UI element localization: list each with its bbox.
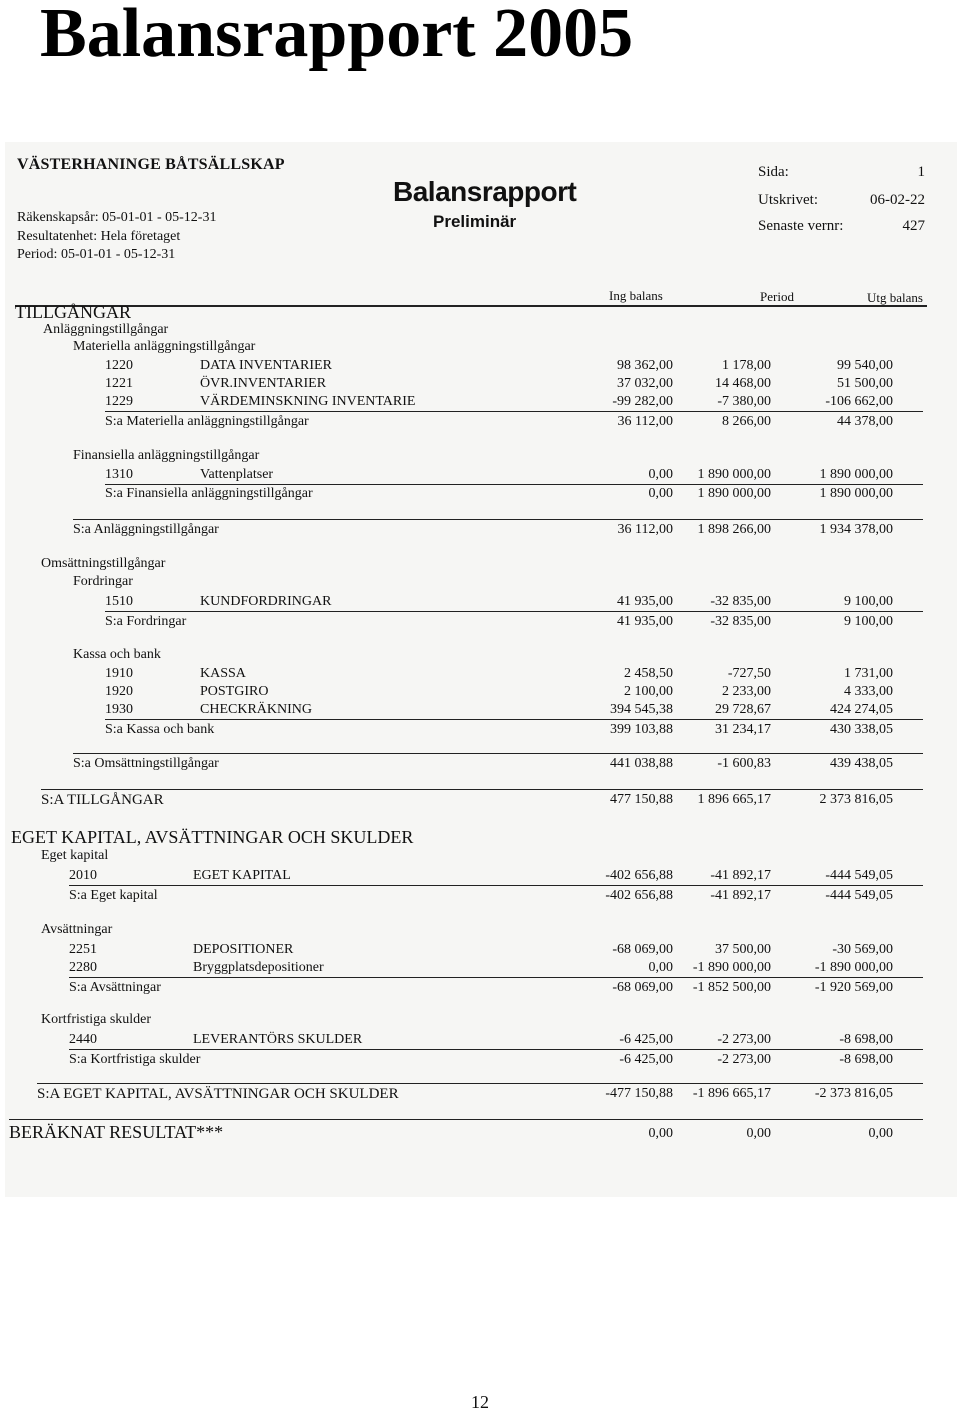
amount-utg: 2 373 816,05 [819, 792, 893, 807]
amount-utg: 9 100,00 [844, 614, 893, 629]
amount-ing: -402 656,88 [605, 888, 673, 903]
sum-label: S:a Avsättningar [69, 980, 161, 995]
account-number: 1510 [105, 594, 133, 609]
amount-period: -32 835,00 [710, 594, 771, 609]
group-label: Anläggningstillgångar [43, 322, 169, 337]
account-rule [105, 719, 923, 720]
amount-ing: -477 150,88 [605, 1086, 673, 1101]
amount-utg: 439 438,05 [830, 756, 893, 771]
account-number: 2440 [69, 1032, 97, 1047]
account-name: DEPOSITIONER [193, 942, 294, 957]
sum-label: S:a Eget kapital [69, 888, 158, 903]
account-name: CHECKRÄKNING [200, 702, 312, 717]
amount-period: -1 890 000,00 [692, 960, 771, 975]
amount-utg: -106 662,00 [825, 394, 893, 409]
page-title: Balansrapport 2005 [40, 0, 634, 72]
sum-rule [73, 753, 923, 754]
group-label: Eget kapital [41, 848, 109, 863]
account-number: 1229 [105, 394, 133, 409]
amount-period: 2 233,00 [722, 684, 771, 699]
amount-period: -1 852 500,00 [692, 980, 771, 995]
account-number: 1310 [105, 467, 133, 482]
account-number: 1220 [105, 358, 133, 373]
account-rule [69, 977, 923, 978]
amount-ing: 98 362,00 [617, 358, 673, 373]
page-label: Sida: [758, 164, 789, 180]
amount-period: 0,00 [746, 1126, 771, 1141]
amount-ing: 36 112,00 [617, 522, 673, 537]
sum-label: S:a Materiella anläggningstillgångar [105, 414, 309, 429]
group-label: Kortfristiga skulder [41, 1012, 152, 1027]
amount-period: 1 178,00 [722, 358, 771, 373]
amount-ing: 2 458,50 [624, 666, 673, 681]
subgroup-label: Finansiella anläggningstillgångar [73, 448, 260, 463]
amount-ing: -99 282,00 [612, 394, 673, 409]
amount-utg: -1 890 000,00 [814, 960, 893, 975]
amount-ing: 477 150,88 [610, 792, 673, 807]
account-number: 1920 [105, 684, 133, 699]
account-rule [105, 484, 923, 485]
amount-period: -32 835,00 [710, 614, 771, 629]
amount-period: -41 892,17 [710, 868, 771, 883]
amount-period: -2 273,00 [717, 1052, 771, 1067]
amount-utg: 9 100,00 [844, 594, 893, 609]
page-value: 1 [917, 164, 925, 180]
amount-period: 1 896 665,17 [697, 792, 771, 807]
amount-period: -1 896 665,17 [692, 1086, 771, 1101]
account-name: KUNDFORDRINGAR [200, 594, 332, 609]
account-number: 1930 [105, 702, 133, 717]
amount-utg: -1 920 569,00 [814, 980, 893, 995]
sum-label: S:a Fordringar [105, 614, 187, 629]
section-label: EGET KAPITAL, AVSÄTTNINGAR OCH SKULDER [11, 827, 414, 847]
amount-period: -7 380,00 [717, 394, 771, 409]
printed-value: 06-02-22 [870, 192, 925, 208]
account-name: ÖVR.INVENTARIER [200, 376, 327, 391]
amount-utg: -444 549,05 [825, 868, 893, 883]
sum-label: S:a Finansiella anläggningstillgångar [105, 486, 313, 501]
amount-ing: 2 100,00 [624, 684, 673, 699]
column-header-utg-balans: Utg balans [867, 290, 923, 305]
amount-period: 29 728,67 [715, 702, 771, 717]
account-name: DATA INVENTARIER [200, 358, 332, 373]
amount-period: 14 468,00 [715, 376, 771, 391]
amount-period: 8 266,00 [722, 414, 771, 429]
account-number: 1221 [105, 376, 133, 391]
amount-period: -1 600,83 [717, 756, 771, 771]
amount-ing: 394 545,38 [610, 702, 673, 717]
fiscal-year: Räkenskapsår: 05-01-01 - 05-12-31 [17, 210, 217, 225]
amount-period: -41 892,17 [710, 888, 771, 903]
amount-utg: 4 333,00 [844, 684, 893, 699]
sum-rule [41, 789, 923, 790]
section-label: BERÄKNAT RESULTAT*** [9, 1122, 224, 1142]
amount-utg: 1 890 000,00 [819, 467, 893, 482]
amount-period: 1 890 000,00 [697, 467, 771, 482]
amount-ing: 41 935,00 [617, 594, 673, 609]
section-label: TILLGÅNGAR [15, 302, 131, 322]
amount-ing: -6 425,00 [619, 1032, 673, 1047]
amount-period: -2 273,00 [717, 1032, 771, 1047]
amount-utg: 0,00 [868, 1126, 893, 1141]
amount-ing: -68 069,00 [612, 980, 673, 995]
sum-label: S:a Omsättningstillgångar [73, 756, 219, 771]
amount-utg: 424 274,05 [830, 702, 893, 717]
amount-utg: 44 378,00 [837, 414, 893, 429]
amount-utg: 430 338,05 [830, 722, 893, 737]
amount-utg: -30 569,00 [832, 942, 893, 957]
sum-label: S:a Anläggningstillgångar [73, 522, 219, 537]
amount-ing: -68 069,00 [612, 942, 673, 957]
voucher-label: Senaste vernr: [758, 218, 844, 234]
amount-utg: 51 500,00 [837, 376, 893, 391]
amount-period: 37 500,00 [715, 942, 771, 957]
amount-ing: 0,00 [648, 960, 673, 975]
amount-utg: -444 549,05 [825, 888, 893, 903]
account-number: 2251 [69, 942, 97, 957]
amount-utg: -8 698,00 [839, 1032, 893, 1047]
result-unit: Resultatenhet: Hela företaget [17, 229, 181, 244]
account-name: Vattenplatser [200, 467, 274, 482]
total-label: S:A EGET KAPITAL, AVSÄTTNINGAR OCH SKULDER [37, 1086, 399, 1102]
amount-utg: -2 373 816,05 [814, 1086, 893, 1101]
subgroup-label: Kassa och bank [73, 647, 161, 662]
report-title: Balansrapport [393, 176, 577, 207]
sum-label: S:a Kortfristiga skulder [69, 1052, 201, 1067]
account-rule [105, 611, 923, 612]
amount-ing: 0,00 [648, 1126, 673, 1141]
amount-ing: 441 038,88 [610, 756, 673, 771]
column-header-ing-balans: Ing balans [609, 288, 663, 303]
amount-utg: 99 540,00 [837, 358, 893, 373]
account-name: LEVERANTÖRS SKULDER [193, 1032, 363, 1047]
sum-rule [73, 519, 923, 520]
organization-name: VÄSTERHANINGE BÅTSÄLLSKAP [17, 156, 285, 173]
amount-ing: -6 425,00 [619, 1052, 673, 1067]
amount-ing: 0,00 [648, 467, 673, 482]
account-name: POSTGIRO [200, 684, 269, 699]
amount-ing: 36 112,00 [617, 414, 673, 429]
account-number: 2280 [69, 960, 97, 975]
page-number: 12 [471, 1392, 489, 1412]
amount-utg: 1 934 378,00 [819, 522, 893, 537]
account-number: 2010 [69, 868, 97, 883]
group-label: Omsättningstillgångar [41, 556, 166, 571]
voucher-value: 427 [902, 218, 925, 234]
amount-period: 1 890 000,00 [697, 486, 771, 501]
amount-utg: -8 698,00 [839, 1052, 893, 1067]
report-subtitle: Preliminär [433, 212, 517, 231]
amount-period: 31 234,17 [715, 722, 771, 737]
amount-ing: 399 103,88 [610, 722, 673, 737]
column-header-period: Period [760, 289, 794, 304]
account-name: EGET KAPITAL [193, 868, 291, 883]
account-number: 1910 [105, 666, 133, 681]
amount-ing: 37 032,00 [617, 376, 673, 391]
amount-ing: -402 656,88 [605, 868, 673, 883]
period: Period: 05-01-01 - 05-12-31 [17, 247, 176, 262]
sum-rule [9, 1119, 923, 1120]
account-rule [69, 885, 923, 886]
printed-label: Utskrivet: [758, 192, 818, 208]
account-name: VÄRDEMINSKNING INVENTARIE [200, 394, 416, 409]
sum-label: S:a Kassa och bank [105, 722, 215, 737]
account-name: KASSA [200, 666, 246, 681]
header-rule [15, 305, 927, 307]
subgroup-label: Materiella anläggningstillgångar [73, 339, 256, 354]
amount-utg: 1 890 000,00 [819, 486, 893, 501]
subgroup-label: Fordringar [73, 574, 133, 589]
amount-period: -727,50 [727, 666, 771, 681]
amount-ing: 41 935,00 [617, 614, 673, 629]
account-rule [69, 1049, 923, 1050]
total-label: S:A TILLGÅNGAR [41, 792, 164, 808]
amount-utg: 1 731,00 [844, 666, 893, 681]
scanned-report [5, 142, 957, 1197]
group-label: Avsättningar [41, 922, 113, 937]
account-name: Bryggplatsdepositioner [193, 960, 324, 975]
account-rule [105, 411, 923, 412]
amount-period: 1 898 266,00 [697, 522, 771, 537]
amount-ing: 0,00 [648, 486, 673, 501]
sum-rule [37, 1083, 923, 1084]
